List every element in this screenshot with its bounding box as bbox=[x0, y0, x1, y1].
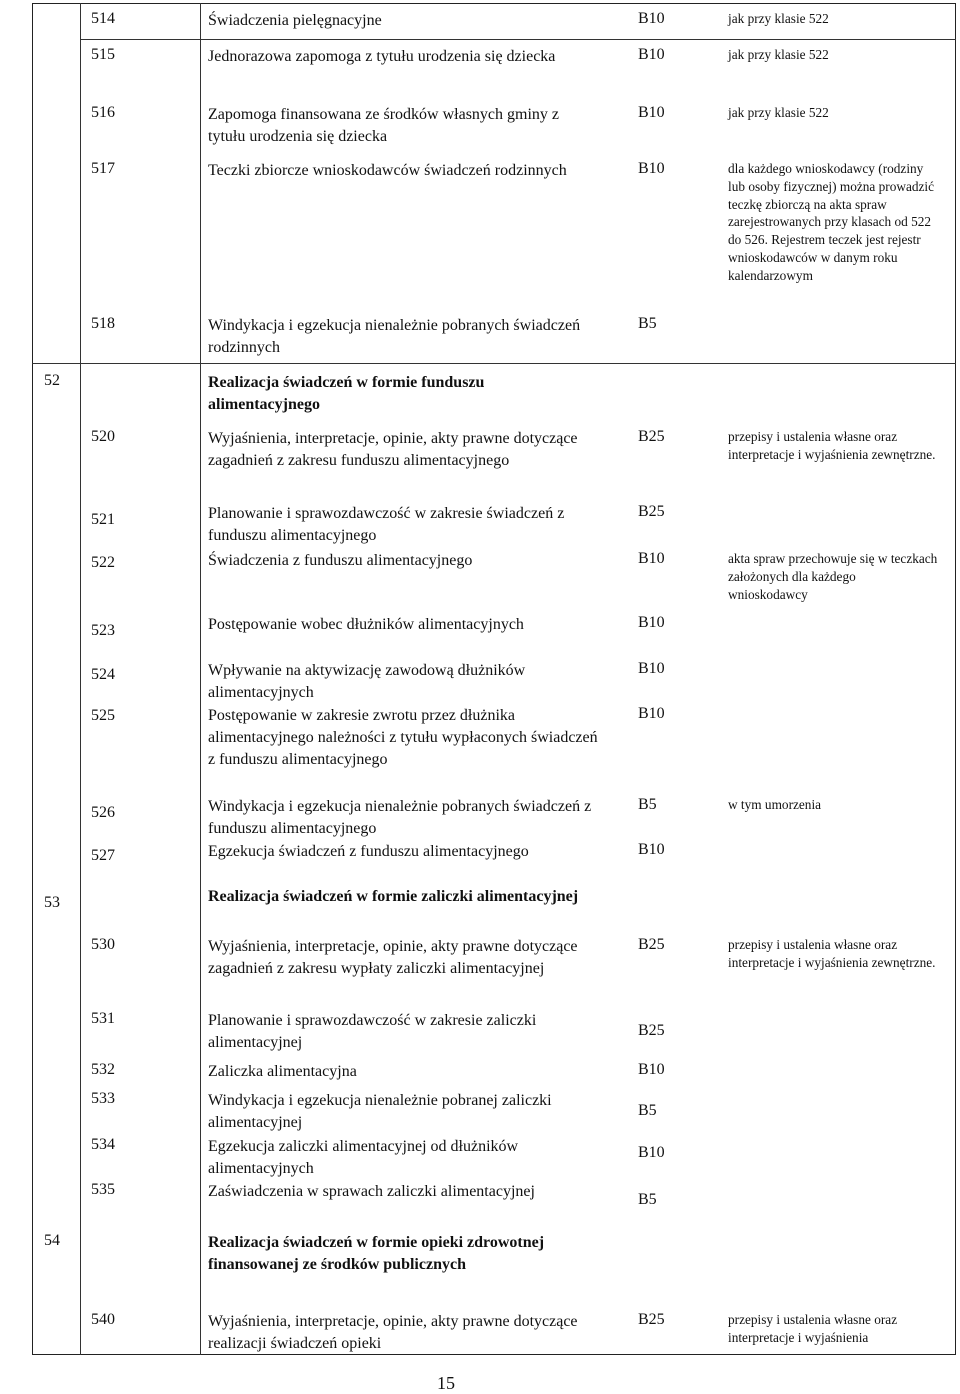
remark: jak przy klasie 522 bbox=[728, 105, 829, 120]
archive-category: B10 bbox=[638, 614, 665, 631]
class-title: Egzekucja świadczeń z funduszu alimentacyjnego bbox=[208, 843, 529, 860]
archive-category: B10 bbox=[638, 46, 665, 63]
category-symbol: 53 bbox=[44, 894, 60, 911]
archive-category: B10 bbox=[638, 705, 665, 722]
class-title: Planowanie i sprawozdawczość w zakresie świadczeń z funduszu alimentacyjnego bbox=[208, 505, 565, 544]
class-symbol: 535 bbox=[91, 1181, 115, 1198]
category-symbol: 54 bbox=[44, 1232, 60, 1249]
class-title: Teczki zbiorcze wnioskodawców świadczeń rodzinnych bbox=[208, 162, 567, 179]
class-title: Planowanie i sprawozdawczość w zakresie zaliczki alimentacyjnej bbox=[208, 1012, 537, 1051]
column-divider bbox=[80, 3, 81, 1355]
archive-category: B25 bbox=[638, 503, 665, 520]
class-symbol: 516 bbox=[91, 104, 115, 121]
class-symbol: 533 bbox=[91, 1090, 115, 1107]
class-title: Windykacja i egzekucja nienależnie pobranych świadczeń rodzinnych bbox=[208, 317, 581, 356]
class-title: Jednorazowa zapomoga z tytułu urodzenia się dziecka bbox=[208, 48, 556, 65]
row-divider bbox=[80, 39, 956, 40]
class-symbol: 534 bbox=[91, 1136, 115, 1153]
category-title: Realizacja świadczeń w formie zaliczki alimentacyjnej bbox=[208, 888, 579, 905]
archive-category: B25 bbox=[638, 428, 665, 445]
row-divider bbox=[32, 363, 956, 364]
class-symbol: 525 bbox=[91, 707, 115, 724]
category-title: Realizacja świadczeń w formie funduszu alimentacyjnego bbox=[208, 374, 485, 413]
class-symbol: 518 bbox=[91, 315, 115, 332]
class-symbol: 531 bbox=[91, 1010, 115, 1027]
class-symbol: 523 bbox=[91, 622, 115, 639]
archive-category: B25 bbox=[638, 1311, 665, 1328]
remark: przepisy i ustalenia własne oraz interpretacje i wyjaśnienia zewnętrzne. bbox=[728, 429, 936, 462]
archive-category: B10 bbox=[638, 10, 665, 27]
class-title: Wyjaśnienia, interpretacje, opinie, akty prawne dotyczące zagadnień z zakresu wypłaty zaliczki alimentacyjnej bbox=[208, 938, 578, 977]
class-title: Postępowanie wobec dłużników alimentacyjnych bbox=[208, 616, 524, 633]
class-symbol: 527 bbox=[91, 847, 115, 864]
remark: jak przy klasie 522 bbox=[728, 11, 829, 26]
archive-category: B10 bbox=[638, 1144, 665, 1161]
remark: w tym umorzenia bbox=[728, 797, 822, 812]
remark: akta spraw przechowuje się w teczkach założonych dla każdego wnioskodawcy bbox=[728, 551, 938, 602]
class-title: Windykacja i egzekucja nienależnie pobranych świadczeń z funduszu alimentacyjnego bbox=[208, 798, 592, 837]
class-title: Zaświadczenia w sprawach zaliczki alimentacyjnej bbox=[208, 1183, 535, 1200]
class-title: Świadczenia pielęgnacyjne bbox=[208, 12, 382, 29]
archive-category: B5 bbox=[638, 315, 657, 332]
class-title: Postępowanie w zakresie zwrotu przez dłużnika alimentacyjnego należności z tytułu wypłaconych świadczeń z funduszu alimentacyjnego bbox=[208, 707, 598, 768]
class-symbol: 530 bbox=[91, 936, 115, 953]
category-title: Realizacja świadczeń w formie opieki zdrowotnej finansowanej ze środków publicznych bbox=[208, 1234, 545, 1273]
class-symbol: 517 bbox=[91, 160, 115, 177]
archive-category: B25 bbox=[638, 936, 665, 953]
class-title: Wyjaśnienia, interpretacje, opinie, akty prawne dotyczące zagadnień z zakresu funduszu alimentacyjnego bbox=[208, 430, 578, 469]
class-title: Zaliczka alimentacyjna bbox=[208, 1063, 357, 1080]
class-title: Świadczenia z funduszu alimentacyjnego bbox=[208, 552, 473, 569]
class-symbol: 520 bbox=[91, 428, 115, 445]
category-symbol: 52 bbox=[44, 372, 60, 389]
archive-category: B10 bbox=[638, 104, 665, 121]
class-title: Wpływanie na aktywizację zawodową dłużników alimentacyjnych bbox=[208, 662, 526, 701]
archive-category: B25 bbox=[638, 1022, 665, 1039]
class-title: Windykacja i egzekucja nienależnie pobranej zaliczki alimentacyjnej bbox=[208, 1092, 552, 1131]
remark: jak przy klasie 522 bbox=[728, 47, 829, 62]
class-symbol: 515 bbox=[91, 46, 115, 63]
column-divider bbox=[200, 3, 201, 1355]
archive-category: B5 bbox=[638, 1191, 657, 1208]
class-symbol: 532 bbox=[91, 1061, 115, 1078]
archive-category: B5 bbox=[638, 796, 657, 813]
remark: przepisy i ustalenia własne oraz interpretacje i wyjaśnienia zewnętrzne. bbox=[728, 937, 936, 970]
archive-category: B10 bbox=[638, 1061, 665, 1078]
class-title: Wyjaśnienia, interpretacje, opinie, akty prawne dotyczące realizacji świadczeń opieki bbox=[208, 1313, 578, 1352]
archive-category: B5 bbox=[638, 1102, 657, 1119]
class-symbol: 540 bbox=[91, 1311, 115, 1328]
page-number: 15 bbox=[437, 1373, 455, 1393]
remark: przepisy i ustalenia własne oraz interpretacje i wyjaśnienia bbox=[728, 1312, 898, 1345]
class-symbol: 522 bbox=[91, 554, 115, 571]
archive-category: B10 bbox=[638, 841, 665, 858]
remark: dla każdego wnioskodawcy (rodziny lub osoby fizycznej) można prowadzić teczkę zbiorczą na akta spraw zarejestrowanych przy klasach od 522 do 526. Rejestrem teczek jest rejestr wnioskodawców w danym roku kalendarzowym bbox=[728, 161, 935, 283]
class-title: Egzekucja zaliczki alimentacyjnej od dłużników alimentacyjnych bbox=[208, 1138, 519, 1177]
class-symbol: 514 bbox=[91, 10, 115, 27]
class-symbol: 526 bbox=[91, 804, 115, 821]
class-title: Zapomoga finansowana ze środków własnych gminy z tytułu urodzenia się dziecka bbox=[208, 106, 560, 145]
archive-category: B10 bbox=[638, 160, 665, 177]
archive-category: B10 bbox=[638, 660, 665, 677]
class-symbol: 521 bbox=[91, 511, 115, 528]
class-symbol: 524 bbox=[91, 666, 115, 683]
archive-category: B10 bbox=[638, 550, 665, 567]
